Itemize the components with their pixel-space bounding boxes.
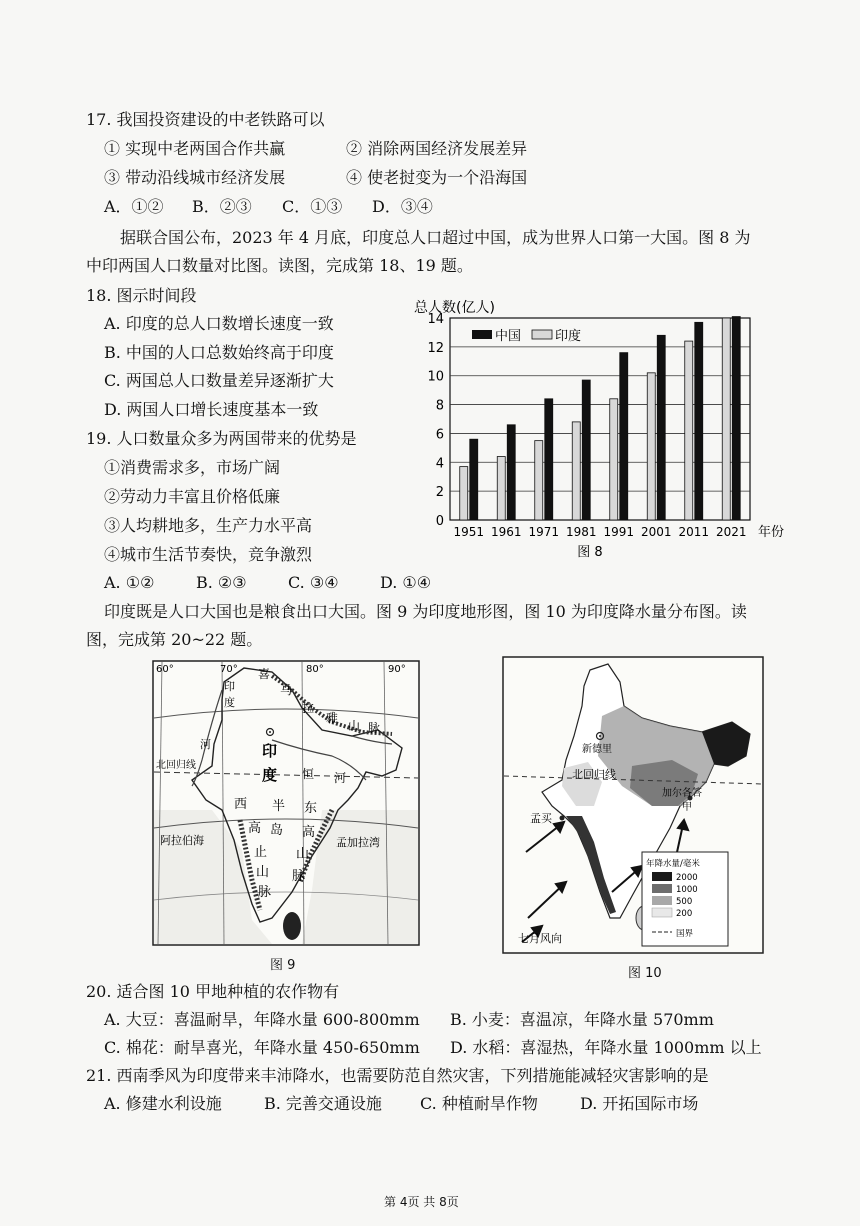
bar-china xyxy=(657,335,665,520)
y-tick-label: 8 xyxy=(435,398,444,414)
map9-la: 拉 xyxy=(302,701,315,715)
bar-china xyxy=(545,399,553,520)
map9-ma: 马 xyxy=(280,683,293,697)
map10-legend-border: 国界 xyxy=(676,929,694,939)
q18-option-d: D. 两国人口增长速度基本一致 xyxy=(104,400,319,419)
x-axis-label: 年份 xyxy=(758,525,785,540)
india-terrain-map xyxy=(152,660,420,946)
y-tick-label: 12 xyxy=(427,340,444,356)
map9-shan: 山 xyxy=(348,719,361,733)
q20-option-a: A. 大豆：喜温耐旱，年降水量 600-800mm xyxy=(104,1010,420,1029)
map10-legend-200: 200 xyxy=(676,909,693,919)
intro-20-line1: 印度既是人口大国也是粮食出口大国。图 9 为印度地形图，图 10 为印度降水量分布图。读 xyxy=(104,602,747,621)
x-tick-label: 2001 xyxy=(640,525,672,539)
q18-option-b: B. 中国的人口总数始终高于印度 xyxy=(104,343,334,362)
q18-option-c: C. 两国总人口数量差异逐渐扩大 xyxy=(104,371,334,390)
q19-option-2: ②劳动力丰富且价格低廉 xyxy=(104,487,281,506)
map9-du: 度 xyxy=(224,696,235,709)
map9-in2: 度 xyxy=(262,766,278,784)
map9-ya: 雅 xyxy=(326,711,339,725)
intro-18-line1: 据联合国公布，2023 年 4 月底，印度总人口超过中国，成为世界人口第一大国。图 8 为 xyxy=(120,228,751,247)
legend-label-china: 中国 xyxy=(495,329,522,344)
bar-india xyxy=(572,422,580,520)
map9-xi: 喜 xyxy=(258,667,271,681)
figure-10-caption: 图 10 xyxy=(628,966,662,981)
bar-india xyxy=(535,441,543,520)
q17-answer-b: B．②③ xyxy=(192,197,252,216)
map10-mumbai: 孟买 xyxy=(530,812,552,825)
q18-stem: 18. 图示时间段 xyxy=(86,286,197,305)
q17-answer-c: C．①③ xyxy=(282,197,343,216)
q19-answer-b: B. ②③ xyxy=(196,573,247,592)
plot-frame xyxy=(450,318,750,520)
x-tick-label: 2011 xyxy=(678,525,710,539)
q17-option-3: ③ 带动沿线城市经济发展 xyxy=(104,168,286,187)
y-tick-label: 14 xyxy=(427,312,444,327)
q20-option-c: C. 棉花：耐旱喜光，年降水量 450-650mm xyxy=(104,1038,420,1057)
q19-answer-d: D. ①④ xyxy=(380,573,432,592)
q19-stem: 19. 人口数量众多为两国带来的优势是 xyxy=(86,429,357,448)
q20-stem: 20. 适合图 10 甲地种植的农作物有 xyxy=(86,982,340,1001)
q17-option-4: ④ 使老挝变为一个沿海国 xyxy=(346,168,528,187)
map9-dao: 岛 xyxy=(270,823,284,838)
map9-heng: 恒 xyxy=(302,767,315,781)
y-axis-label: 总人数(亿人) xyxy=(414,300,495,316)
x-tick-label: 1971 xyxy=(528,525,560,539)
bar-india xyxy=(647,373,655,520)
figure-9-caption: 图 9 xyxy=(270,958,296,973)
map10-legend-title: 年降水量/毫米 xyxy=(646,859,700,869)
intro-18-line2: 中印两国人口数量对比图。读图，完成第 18、19 题。 xyxy=(86,256,473,275)
bar-china xyxy=(732,317,740,520)
map9-mai2: 脉 xyxy=(258,885,272,900)
legend-swatch-china xyxy=(472,330,492,339)
q17-option-2: ② 消除两国经济发展差异 xyxy=(346,139,528,158)
x-tick-label: 2021 xyxy=(715,525,747,539)
map9-arabian-sea: 阿拉伯海 xyxy=(160,834,204,847)
q20-option-d: D. 水稻：喜湿热，年降水量 1000mm 以上 xyxy=(450,1038,762,1057)
x-tick-label: 1961 xyxy=(490,525,522,539)
lon-label-60: 60° xyxy=(156,664,174,675)
q21-stem: 21. 西南季风为印度带来丰沛降水，也需要防范自然灾害，下列措施能减轻灾害影响的是 xyxy=(86,1066,709,1085)
map10-kolkata: 加尔各答 xyxy=(662,788,702,799)
bar-india xyxy=(610,399,618,520)
y-tick-label: 4 xyxy=(435,456,444,472)
map9-dong: 东 xyxy=(304,801,318,816)
q21-answer-d: D. 开拓国际市场 xyxy=(580,1094,699,1113)
bar-china xyxy=(507,425,515,520)
map9-mai: 脉 xyxy=(368,721,381,735)
y-tick-label: 10 xyxy=(427,369,444,385)
q17-stem: 17. 我国投资建设的中老铁路可以 xyxy=(86,110,325,129)
bar-india xyxy=(460,467,468,520)
map10-wind-label: 七月风向 xyxy=(518,932,562,945)
q19-option-1: ①消费需求多，市场广阔 xyxy=(104,458,281,477)
bar-china xyxy=(470,439,478,520)
map10-tropic: 北回归线 xyxy=(572,768,616,781)
lon-label-90: 90° xyxy=(388,664,406,675)
q17-option-1: ① 实现中老两国合作共赢 xyxy=(104,139,286,158)
q19-option-4: ④城市生活节奏快，竞争激烈 xyxy=(104,545,313,564)
intro-20-line2: 图，完成第 20~22 题。 xyxy=(86,630,263,649)
bar-china xyxy=(582,380,590,520)
map10-delhi: 新德里 xyxy=(582,744,612,755)
map10-legend-2000: 2000 xyxy=(676,873,698,883)
map9-yin: 印 xyxy=(224,680,235,693)
map9-he2: 河 xyxy=(334,771,347,785)
map9-he: 河 xyxy=(200,738,211,751)
bar-india xyxy=(685,341,693,520)
map9-in1: 印 xyxy=(262,742,278,760)
map9-ban: 半 xyxy=(272,799,286,814)
x-tick-label: 1981 xyxy=(565,525,597,539)
q17-answer-d: D．③④ xyxy=(372,197,433,216)
map9-shan3: 山 xyxy=(296,847,310,862)
legend-swatch-india xyxy=(532,330,552,339)
bar-china xyxy=(620,353,628,520)
population-bar-chart xyxy=(410,298,790,568)
q17-answer-a: A．①② xyxy=(104,197,164,216)
y-tick-label: 2 xyxy=(435,485,444,501)
q19-option-3: ③人均耕地多，生产力水平高 xyxy=(104,516,313,535)
q21-answer-a: A. 修建水利设施 xyxy=(104,1094,222,1113)
map9-zhi: 止 xyxy=(254,845,268,860)
page-footer: 第 4页 共 8页 xyxy=(384,1195,459,1209)
y-tick-label: 0 xyxy=(435,514,444,529)
lon-label-70: 70° xyxy=(220,664,238,675)
x-tick-label: 1951 xyxy=(453,525,485,539)
map9-shan2: 山 xyxy=(256,865,270,880)
map9-gao: 高 xyxy=(248,821,262,836)
map9-bay-of-bengal: 孟加拉湾 xyxy=(336,836,380,849)
map9-xi2: 西 xyxy=(234,797,248,812)
bar-india xyxy=(497,457,505,520)
q19-answer-a: A. ①② xyxy=(104,573,155,592)
india-precipitation-map xyxy=(502,656,764,954)
y-tick-label: 6 xyxy=(435,427,444,443)
x-tick-label: 1991 xyxy=(603,525,635,539)
map9-gao2: 高 xyxy=(302,825,316,840)
map10-jia: 甲 xyxy=(682,802,692,813)
legend-label-india: 印度 xyxy=(555,329,582,344)
q20-option-b: B. 小麦：喜温凉，年降水量 570mm xyxy=(450,1010,714,1029)
map10-legend-500: 500 xyxy=(676,897,693,907)
q21-answer-c: C. 种植耐旱作物 xyxy=(420,1094,538,1113)
map9-mai3: 脉 xyxy=(292,869,306,884)
q18-option-a: A. 印度的总人口数增长速度一致 xyxy=(104,314,334,333)
map9-tropic: 北回归线 xyxy=(156,760,196,771)
lon-label-80: 80° xyxy=(306,664,324,675)
map10-legend-1000: 1000 xyxy=(676,885,698,895)
bar-india xyxy=(722,318,730,520)
q21-answer-b: B. 完善交通设施 xyxy=(264,1094,382,1113)
figure-8-caption: 图 8 xyxy=(577,545,603,560)
q19-answer-c: C. ③④ xyxy=(288,573,339,592)
bar-china xyxy=(695,322,703,520)
